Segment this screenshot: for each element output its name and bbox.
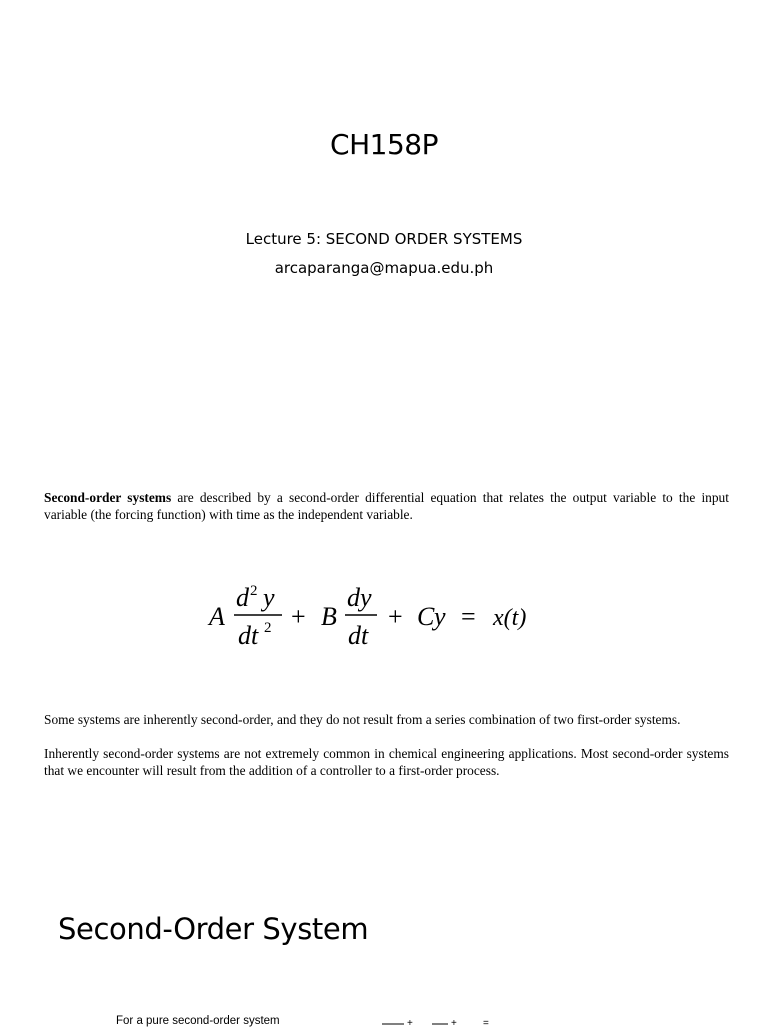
denominator-dt-2: dt: [348, 621, 369, 650]
numerator-sup: 2: [250, 583, 258, 599]
course-title: CH158P: [330, 128, 438, 161]
numerator-y: y: [263, 583, 275, 612]
equation-graphic: [205, 580, 545, 660]
plus-2: +: [388, 602, 403, 631]
equals-sign: =: [461, 602, 476, 631]
fraction-stub-1: [382, 1014, 422, 1028]
denominator-sup: 2: [264, 620, 272, 636]
numerator-dy: dy: [347, 583, 372, 612]
fraction-stub-2: [432, 1014, 472, 1028]
coef-b: B: [321, 602, 337, 631]
definition-term: Second-order systems: [44, 490, 172, 505]
definition-slide: [0, 430, 768, 860]
definition-paragraph: [44, 489, 729, 523]
coef-c: C: [417, 602, 435, 631]
svg-text:+: +: [407, 1018, 413, 1028]
second-order-equation: [205, 580, 545, 660]
section-title: Second-Order System: [58, 912, 369, 946]
coef-a: A: [209, 602, 225, 631]
svg-text:+: +: [451, 1018, 457, 1028]
svg-text:=: =: [483, 1018, 489, 1028]
inherent-paragraph: Some systems are inherently second-order, and they do not result from a series combination of two first-order systems.: [44, 712, 681, 727]
forcing-function: x(t): [493, 605, 527, 631]
section-slide: [0, 860, 768, 1028]
lecture-title: Lecture 5: SECOND ORDER SYSTEMS: [245, 230, 523, 248]
equals-stub: [483, 1014, 497, 1028]
denominator-dt: dt: [238, 621, 259, 650]
intro-line: For a pure second-order system: [116, 1015, 280, 1027]
author-email: arcaparanga@mapua.edu.ph: [274, 259, 494, 277]
applications-paragraph: Inherently second-order systems are not extremely common in chemical engineering applications. Most second-order systems that we encounter will result from the addition of a controller to a first-order process.: [44, 746, 729, 778]
term-y: y: [434, 602, 446, 631]
definition-text: are described by a second-order differential equation that relates the output variable to the input variable (the forcing function) with time as the independent variable.: [44, 490, 729, 522]
numerator-d: d: [236, 583, 249, 612]
plus-1: +: [291, 602, 306, 631]
title-slide: [0, 0, 768, 430]
